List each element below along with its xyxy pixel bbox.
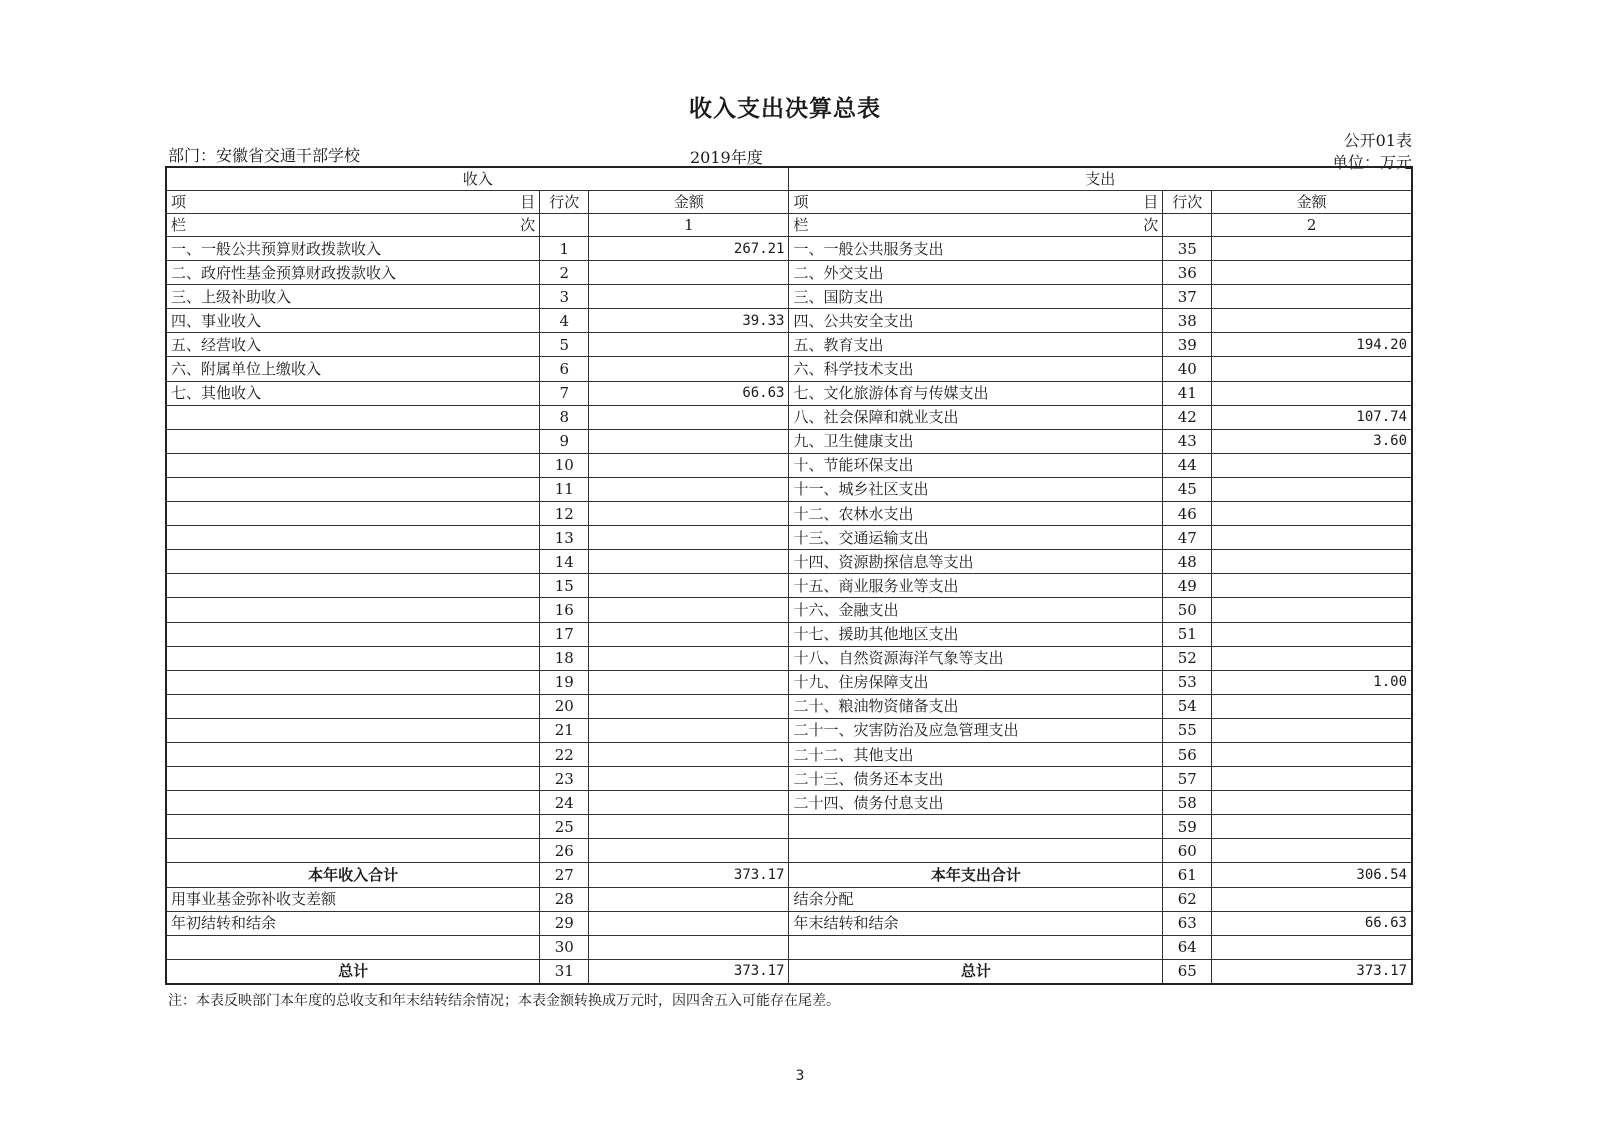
table-row (166, 646, 1412, 670)
income-amount-cell (589, 767, 789, 791)
table-row (166, 309, 1412, 333)
income-amount-cell (589, 622, 789, 646)
income-item-cell (166, 935, 540, 959)
expense-column-index: 2 (1212, 214, 1412, 237)
income-amount-cell (589, 646, 789, 670)
income-row-no-cell: 5 (540, 333, 589, 357)
income-row-no-cell: 28 (540, 887, 589, 911)
income-row-no-cell: 25 (540, 815, 589, 839)
income-row-no-cell: 20 (540, 694, 589, 718)
expense-row-no-cell: 38 (1163, 309, 1212, 333)
expense-item-cell: 十三、交通运输支出 (789, 526, 1163, 550)
expense-row-no-cell: 63 (1163, 911, 1212, 935)
income-row-no-header: 行次 (540, 191, 589, 214)
income-column-index: 1 (589, 214, 789, 237)
income-row-no-cell: 12 (540, 502, 589, 526)
expense-row-no-cell: 50 (1163, 598, 1212, 622)
footnote: 注：本表反映部门本年度的总收支和年末结转结余情况；本表金额转换成万元时，因四舍五入可能存在尾差。 (168, 993, 840, 1009)
income-item-cell (166, 718, 540, 742)
income-amount-cell (589, 791, 789, 815)
table-row (166, 381, 1412, 405)
income-item-cell: 用事业基金弥补收支差额 (166, 887, 540, 911)
table-row (166, 237, 1412, 261)
income-item-cell (166, 767, 540, 791)
income-item-cell (166, 550, 540, 574)
income-item-header: 项 目 (166, 191, 540, 214)
expense-item-cell: 十二、农林水支出 (789, 502, 1163, 526)
income-amount-cell (589, 742, 789, 766)
expense-amount-cell (1212, 694, 1412, 718)
table-row (166, 550, 1412, 574)
income-item-cell (166, 791, 540, 815)
expense-row-no-cell: 53 (1163, 670, 1212, 694)
expense-row-no-cell: 49 (1163, 574, 1212, 598)
expense-amount-cell: 194.20 (1212, 333, 1412, 357)
expense-amount-cell (1212, 285, 1412, 309)
table-row (166, 767, 1412, 791)
table-row (166, 694, 1412, 718)
expense-column-index-blank (1163, 214, 1212, 237)
expense-row-no-cell: 39 (1163, 333, 1212, 357)
income-amount-header: 金额 (589, 191, 789, 214)
table-row (166, 670, 1412, 694)
income-row-no-cell: 13 (540, 526, 589, 550)
income-header: 收入 (166, 167, 789, 191)
income-item-cell: 二、政府性基金预算财政拨款收入 (166, 261, 540, 285)
income-amount-cell (589, 453, 789, 477)
expense-item-cell: 十四、资源勘探信息等支出 (789, 550, 1163, 574)
table-row (166, 477, 1412, 501)
income-row-no-cell: 6 (540, 357, 589, 381)
expense-amount-cell (1212, 237, 1412, 261)
income-item-cell (166, 574, 540, 598)
table-row (166, 911, 1412, 935)
income-amount-cell (589, 477, 789, 501)
income-amount-cell: 39.33 (589, 309, 789, 333)
expense-amount-cell (1212, 550, 1412, 574)
table-row (166, 791, 1412, 815)
income-amount-cell: 66.63 (589, 381, 789, 405)
table-row (166, 742, 1412, 766)
income-row-no-cell: 17 (540, 622, 589, 646)
table-row (166, 333, 1412, 357)
income-row-no-cell: 7 (540, 381, 589, 405)
expense-row-no-header: 行次 (1163, 191, 1212, 214)
expense-row-no-cell: 52 (1163, 646, 1212, 670)
unit-label: 单位：万元 (1331, 153, 1412, 172)
expense-row-no-cell: 55 (1163, 718, 1212, 742)
expense-row-no-cell: 58 (1163, 791, 1212, 815)
income-row-no-cell: 23 (540, 767, 589, 791)
income-amount-cell (589, 574, 789, 598)
expense-item-cell: 七、文化旅游体育与传媒支出 (789, 381, 1163, 405)
table-row (166, 598, 1412, 622)
expense-item-cell: 十一、城乡社区支出 (789, 477, 1163, 501)
income-row-no-cell: 3 (540, 285, 589, 309)
expense-row-no-cell: 59 (1163, 815, 1212, 839)
expense-item-cell: 二十一、灾害防治及应急管理支出 (789, 718, 1163, 742)
department-label: 部门：安徽省交通干部学校 (168, 146, 361, 165)
income-item-cell (166, 646, 540, 670)
expense-amount-cell (1212, 574, 1412, 598)
expense-row-no-cell: 40 (1163, 357, 1212, 381)
table-row (166, 863, 1412, 887)
table-row (166, 429, 1412, 453)
table-row (166, 261, 1412, 285)
income-item-cell (166, 453, 540, 477)
expense-row-no-cell: 42 (1163, 405, 1212, 429)
expense-column-index-label: 栏 次 (789, 214, 1163, 237)
income-item-cell (166, 742, 540, 766)
income-item-cell: 五、经营收入 (166, 333, 540, 357)
expense-row-no-cell: 44 (1163, 453, 1212, 477)
expense-item-cell (789, 815, 1163, 839)
income-amount-cell (589, 550, 789, 574)
expense-amount-cell (1212, 622, 1412, 646)
income-amount-cell (589, 502, 789, 526)
expense-row-no-cell: 48 (1163, 550, 1212, 574)
income-expense-table (165, 166, 1413, 985)
income-amount-cell (589, 935, 789, 959)
expense-amount-cell (1212, 791, 1412, 815)
table-row (166, 839, 1412, 863)
income-item-cell: 年初结转和结余 (166, 911, 540, 935)
income-row-no-cell: 22 (540, 742, 589, 766)
income-item-cell (166, 526, 540, 550)
table-row (166, 959, 1412, 984)
expense-amount-cell (1212, 767, 1412, 791)
income-amount-cell (589, 718, 789, 742)
income-item-cell (166, 670, 540, 694)
income-row-no-cell: 30 (540, 935, 589, 959)
income-item-cell: 一、一般公共预算财政拨款收入 (166, 237, 540, 261)
expense-row-no-cell: 60 (1163, 839, 1212, 863)
table-body (166, 237, 1412, 984)
income-row-no-cell: 26 (540, 839, 589, 863)
income-row-no-cell: 15 (540, 574, 589, 598)
expense-row-no-cell: 41 (1163, 381, 1212, 405)
income-row-no-cell: 9 (540, 429, 589, 453)
income-amount-cell (589, 694, 789, 718)
expense-row-no-cell: 62 (1163, 887, 1212, 911)
expense-row-no-cell: 46 (1163, 502, 1212, 526)
expense-item-cell: 四、公共安全支出 (789, 309, 1163, 333)
table-row (166, 453, 1412, 477)
expense-item-cell: 三、国防支出 (789, 285, 1163, 309)
expense-item-cell: 结余分配 (789, 887, 1163, 911)
income-amount-cell (589, 911, 789, 935)
expense-row-no-cell: 56 (1163, 742, 1212, 766)
expense-amount-cell: 3.60 (1212, 429, 1412, 453)
income-amount-cell: 373.17 (589, 863, 789, 887)
expense-row-no-cell: 35 (1163, 237, 1212, 261)
table-row (166, 935, 1412, 959)
expense-item-cell: 二十三、债务还本支出 (789, 767, 1163, 791)
table-row (166, 357, 1412, 381)
table-row (166, 502, 1412, 526)
expense-amount-cell (1212, 815, 1412, 839)
expense-row-no-cell: 43 (1163, 429, 1212, 453)
expense-item-header: 项 目 (789, 191, 1163, 214)
expense-item-cell: 八、社会保障和就业支出 (789, 405, 1163, 429)
income-amount-cell (589, 357, 789, 381)
expense-item-cell: 年末结转和结余 (789, 911, 1163, 935)
expense-amount-cell (1212, 742, 1412, 766)
expense-row-no-cell: 54 (1163, 694, 1212, 718)
expense-item-cell: 十九、住房保障支出 (789, 670, 1163, 694)
income-item-cell: 六、附属单位上缴收入 (166, 357, 540, 381)
income-amount-cell: 267.21 (589, 237, 789, 261)
income-amount-cell (589, 333, 789, 357)
income-item-cell (166, 405, 540, 429)
table-row (166, 405, 1412, 429)
income-row-no-cell: 19 (540, 670, 589, 694)
income-amount-cell (589, 429, 789, 453)
income-item-cell: 本年收入合计 (166, 863, 540, 887)
income-item-cell (166, 622, 540, 646)
expense-item-cell: 一、一般公共服务支出 (789, 237, 1163, 261)
expense-item-cell: 二、外交支出 (789, 261, 1163, 285)
expense-row-no-cell: 45 (1163, 477, 1212, 501)
income-row-no-cell: 31 (540, 959, 589, 984)
income-item-cell: 总计 (166, 959, 540, 984)
table-row (166, 815, 1412, 839)
page-title: 收入支出决算总表 (689, 96, 881, 122)
expense-item-cell: 二十、粮油物资储备支出 (789, 694, 1163, 718)
expense-item-cell: 总计 (789, 959, 1163, 984)
table-row (166, 887, 1412, 911)
expense-row-no-cell: 36 (1163, 261, 1212, 285)
expense-amount-cell: 373.17 (1212, 959, 1412, 984)
page-number: 3 (795, 1068, 805, 1084)
income-row-no-cell: 24 (540, 791, 589, 815)
income-item-cell: 四、事业收入 (166, 309, 540, 333)
expense-item-cell: 二十四、债务付息支出 (789, 791, 1163, 815)
income-amount-cell (589, 405, 789, 429)
expense-amount-header: 金额 (1212, 191, 1412, 214)
expense-item-cell: 十八、自然资源海洋气象等支出 (789, 646, 1163, 670)
income-row-no-cell: 14 (540, 550, 589, 574)
income-item-cell (166, 839, 540, 863)
income-row-no-cell: 1 (540, 237, 589, 261)
expense-amount-cell (1212, 646, 1412, 670)
expense-amount-cell: 1.00 (1212, 670, 1412, 694)
income-row-no-cell: 27 (540, 863, 589, 887)
expense-item-cell: 六、科学技术支出 (789, 357, 1163, 381)
expense-row-no-cell: 37 (1163, 285, 1212, 309)
income-item-cell (166, 502, 540, 526)
income-column-index-blank (540, 214, 589, 237)
expense-row-no-cell: 47 (1163, 526, 1212, 550)
income-amount-cell (589, 261, 789, 285)
income-item-cell (166, 598, 540, 622)
income-amount-cell (589, 526, 789, 550)
income-amount-cell (589, 598, 789, 622)
expense-item-cell (789, 839, 1163, 863)
expense-item-cell: 十六、金融支出 (789, 598, 1163, 622)
expense-amount-cell (1212, 598, 1412, 622)
expense-amount-cell (1212, 718, 1412, 742)
income-item-cell (166, 477, 540, 501)
expense-amount-cell: 306.54 (1212, 863, 1412, 887)
expense-amount-cell (1212, 839, 1412, 863)
expense-item-cell: 十五、商业服务业等支出 (789, 574, 1163, 598)
expense-amount-cell (1212, 261, 1412, 285)
income-item-cell (166, 815, 540, 839)
expense-amount-cell (1212, 381, 1412, 405)
form-number: 公开01表 (1343, 131, 1412, 150)
expense-row-no-cell: 57 (1163, 767, 1212, 791)
income-item-cell (166, 429, 540, 453)
income-amount-cell: 373.17 (589, 959, 789, 984)
expense-row-no-cell: 65 (1163, 959, 1212, 984)
income-row-no-cell: 4 (540, 309, 589, 333)
expense-item-cell: 本年支出合计 (789, 863, 1163, 887)
expense-item-cell: 九、卫生健康支出 (789, 429, 1163, 453)
expense-item-cell: 五、教育支出 (789, 333, 1163, 357)
income-item-cell: 七、其他收入 (166, 381, 540, 405)
expense-amount-cell (1212, 357, 1412, 381)
income-row-no-cell: 2 (540, 261, 589, 285)
expense-amount-cell: 107.74 (1212, 405, 1412, 429)
expense-amount-cell (1212, 526, 1412, 550)
income-amount-cell (589, 670, 789, 694)
expense-amount-cell (1212, 477, 1412, 501)
income-column-index-label: 栏 次 (166, 214, 540, 237)
expense-amount-cell (1212, 935, 1412, 959)
income-row-no-cell: 16 (540, 598, 589, 622)
income-row-no-cell: 10 (540, 453, 589, 477)
expense-amount-cell (1212, 309, 1412, 333)
table-row (166, 285, 1412, 309)
expense-item-cell: 二十二、其他支出 (789, 742, 1163, 766)
income-row-no-cell: 8 (540, 405, 589, 429)
income-row-no-cell: 18 (540, 646, 589, 670)
income-row-no-cell: 29 (540, 911, 589, 935)
income-amount-cell (589, 887, 789, 911)
income-amount-cell (589, 815, 789, 839)
expense-item-cell: 十、节能环保支出 (789, 453, 1163, 477)
expense-item-cell (789, 935, 1163, 959)
fiscal-year: 2019年度 (690, 148, 763, 167)
table-row (166, 622, 1412, 646)
expense-amount-cell (1212, 887, 1412, 911)
expense-item-cell: 十七、援助其他地区支出 (789, 622, 1163, 646)
expense-amount-cell (1212, 453, 1412, 477)
income-amount-cell (589, 839, 789, 863)
expense-row-no-cell: 64 (1163, 935, 1212, 959)
income-item-cell (166, 694, 540, 718)
expense-row-no-cell: 51 (1163, 622, 1212, 646)
expense-amount-cell (1212, 502, 1412, 526)
expense-header: 支出 (789, 167, 1412, 191)
income-amount-cell (589, 285, 789, 309)
table-row (166, 718, 1412, 742)
income-item-cell: 三、上级补助收入 (166, 285, 540, 309)
table-row (166, 526, 1412, 550)
expense-amount-cell: 66.63 (1212, 911, 1412, 935)
income-row-no-cell: 21 (540, 718, 589, 742)
income-row-no-cell: 11 (540, 477, 589, 501)
expense-row-no-cell: 61 (1163, 863, 1212, 887)
table-row (166, 574, 1412, 598)
